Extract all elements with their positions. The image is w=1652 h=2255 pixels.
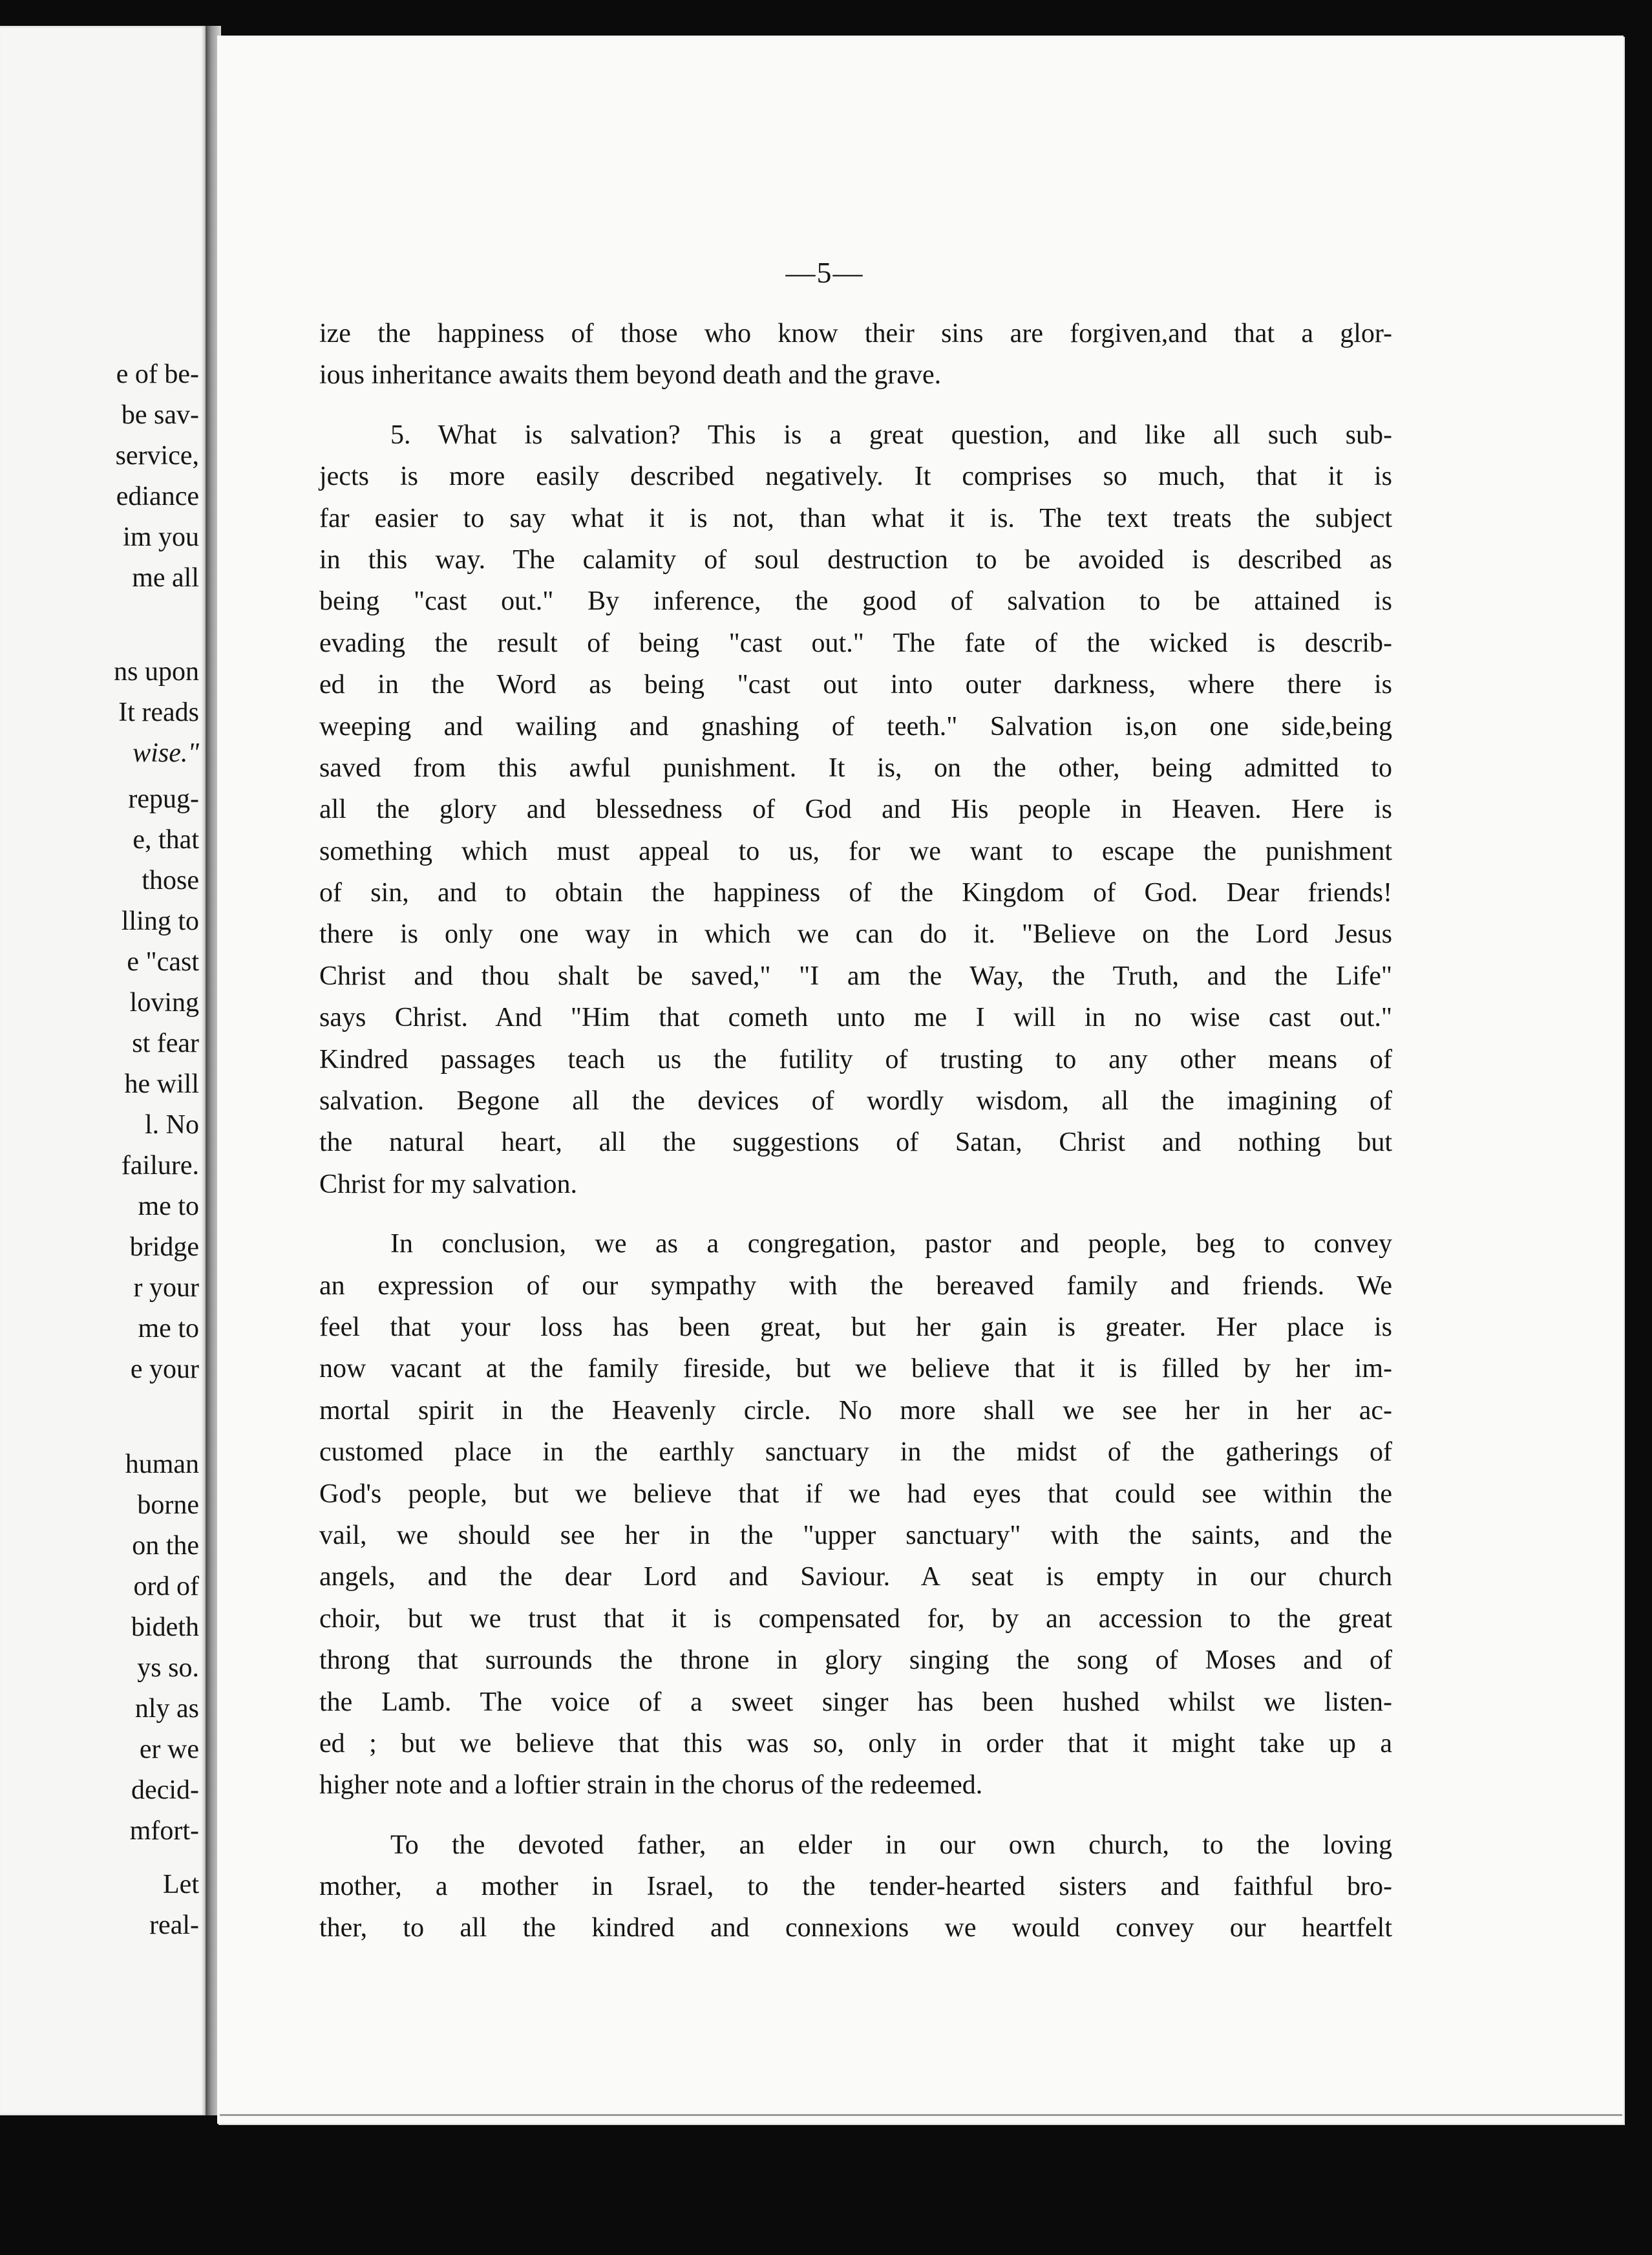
- text-line: ize the happiness of those who know their sins are forgiven,and that a glor-: [319, 319, 1392, 348]
- text-line: Christ and thou shalt be saved," "I am the Way, the Truth, and the Life": [319, 961, 1392, 991]
- text-line: customed place in the earthly sanctuary in the midst of the gatherings of: [319, 1437, 1392, 1468]
- left-line: decid-: [131, 1775, 199, 1805]
- text-line: the Lamb. The voice of a sweet singer has been hushed whilst we listen-: [319, 1687, 1392, 1717]
- left-line: st fear: [132, 1029, 199, 1058]
- left-line: er we: [139, 1735, 199, 1764]
- left-line: bideth: [131, 1612, 199, 1642]
- text-line: 5. What is salvation? This is a great question, and like all such sub-: [390, 420, 1392, 450]
- binding-mark: [203, 2177, 242, 2188]
- text-line: jects is more easily described negatively. It comprises so much, that it is: [319, 462, 1392, 492]
- text-line: in this way. The calamity of soul destruction to be avoided is described as: [319, 544, 1392, 575]
- left-line: ord of: [133, 1572, 199, 1601]
- text-line: vail, we should see her in the "upper sanctuary" with the saints, and the: [319, 1520, 1392, 1550]
- text-line: of sin, and to obtain the happiness of the Kingdom of God. Dear friends!: [319, 878, 1392, 908]
- text-line: In conclusion, we as a congregation, pastor and people, beg to convey: [390, 1229, 1392, 1259]
- text-line: higher note and a loftier strain in the chorus of the redeemed.: [319, 1770, 983, 1801]
- text-line: Christ for my salvation.: [319, 1169, 577, 1199]
- left-line: r your: [133, 1273, 199, 1303]
- left-line: real-: [149, 1910, 199, 1940]
- left-line: be sav-: [121, 400, 199, 430]
- left-line: those: [142, 866, 199, 895]
- left-line: me to: [138, 1314, 199, 1343]
- text-line: mother, a mother in Israel, to the tender-hearted sisters and faithful bro-: [319, 1872, 1392, 1902]
- left-line: lling to: [121, 906, 199, 936]
- left-line: me all: [132, 563, 199, 593]
- left-line: l. No: [145, 1110, 199, 1140]
- left-line: repug-: [128, 784, 199, 814]
- text-line: all the glory and blessedness of God and His people in Heaven. Here is: [319, 795, 1392, 825]
- left-line: It reads: [118, 698, 199, 727]
- left-line: ys so.: [137, 1653, 199, 1683]
- left-line: loving: [129, 988, 199, 1018]
- text-line: feel that your loss has been great, but her gain is greater. Her place is: [319, 1312, 1392, 1342]
- text-line: mortal spirit in the Heavenly circle. No more shall we see her in her ac-: [319, 1395, 1392, 1426]
- left-line: e your: [130, 1354, 199, 1384]
- page-number: —5—: [785, 256, 864, 289]
- left-line: he will: [124, 1069, 199, 1099]
- text-line: something which must appeal to us, for we want to escape the punishment: [319, 836, 1392, 866]
- text-line: ther, to all the kindred and connexions we would convey our heartfelt: [319, 1913, 1392, 1943]
- body-text: [319, 313, 1392, 1949]
- left-line: mfort-: [129, 1816, 199, 1846]
- text-line: an expression of our sympathy with the bereaved family and friends. We: [319, 1270, 1392, 1301]
- text-line: Kindred passages teach us the futility of trusting to any other means of: [319, 1044, 1392, 1074]
- text-line: weeping and wailing and gnashing of teeth." Salvation is,on one side,being: [319, 711, 1392, 742]
- text-line: there is only one way in which we can do it. "Believe on the Lord Jesus: [319, 919, 1392, 950]
- left-line: e "cast: [127, 947, 199, 977]
- paragraph: [319, 1223, 1392, 1806]
- left-line: im you: [123, 522, 199, 552]
- text-line: ious inheritance awaits them beyond death and the grave.: [319, 360, 942, 390]
- text-line: angels, and the dear Lord and Saviour. A seat is empty in our church: [319, 1562, 1392, 1592]
- text-line: throng that surrounds the throne in glory singing the song of Moses and of: [319, 1645, 1392, 1676]
- text-line: salvation. Begone all the devices of wordly wisdom, all the imagining of: [319, 1086, 1392, 1117]
- text-line: God's people, but we believe that if we had eyes that could see within the: [319, 1479, 1392, 1509]
- left-line: borne: [137, 1490, 199, 1520]
- left-line: on the: [132, 1531, 199, 1561]
- text-line: being "cast out." By inference, the good of salvation to be attained is: [319, 586, 1392, 617]
- text-line: choir, but we trust that it is compensated for, by an accession to the great: [319, 1603, 1392, 1634]
- left-line: nly as: [134, 1694, 199, 1724]
- left-line: ediance: [116, 482, 199, 511]
- text-line: ed ; but we believe that this was so, only in order that it might take up a: [319, 1728, 1392, 1758]
- left-line: bridge: [129, 1232, 199, 1262]
- paragraph: [319, 313, 1392, 396]
- left-line: failure.: [121, 1151, 199, 1181]
- left-line: Let: [163, 1870, 199, 1899]
- left-page-text: [0, 26, 206, 2115]
- left-page: [0, 26, 206, 2115]
- left-line: human: [125, 1449, 199, 1479]
- paragraph: [319, 1824, 1392, 1949]
- text-line: the natural heart, all the suggestions of Satan, Christ and nothing but: [319, 1128, 1392, 1158]
- text-line: saved from this awful punishment. It is, on the other, being admitted to: [319, 753, 1392, 783]
- text-line: To the devoted father, an elder in our own church, to the loving: [390, 1830, 1392, 1860]
- text-line: says Christ. And "Him that cometh unto me I will in no wise cast out.": [319, 1003, 1392, 1033]
- page-edge: [220, 2101, 1622, 2116]
- left-line: service,: [115, 441, 199, 471]
- left-line: e of be-: [116, 359, 199, 389]
- text-line: now vacant at the family fireside, but we believe that it is filled by her im-: [319, 1354, 1392, 1384]
- paragraph: [319, 414, 1392, 1205]
- text-line: evading the result of being "cast out." The fate of the wicked is describ-: [319, 628, 1392, 658]
- left-line: me to: [138, 1192, 199, 1221]
- text-line: ed in the Word as being "cast out into outer darkness, where there is: [319, 670, 1392, 700]
- left-line: ns upon: [114, 657, 199, 687]
- left-line: e, that: [132, 825, 199, 855]
- left-line: wise.": [132, 738, 199, 768]
- text-line: far easier to say what it is not, than what it is. The text treats the subject: [319, 503, 1392, 533]
